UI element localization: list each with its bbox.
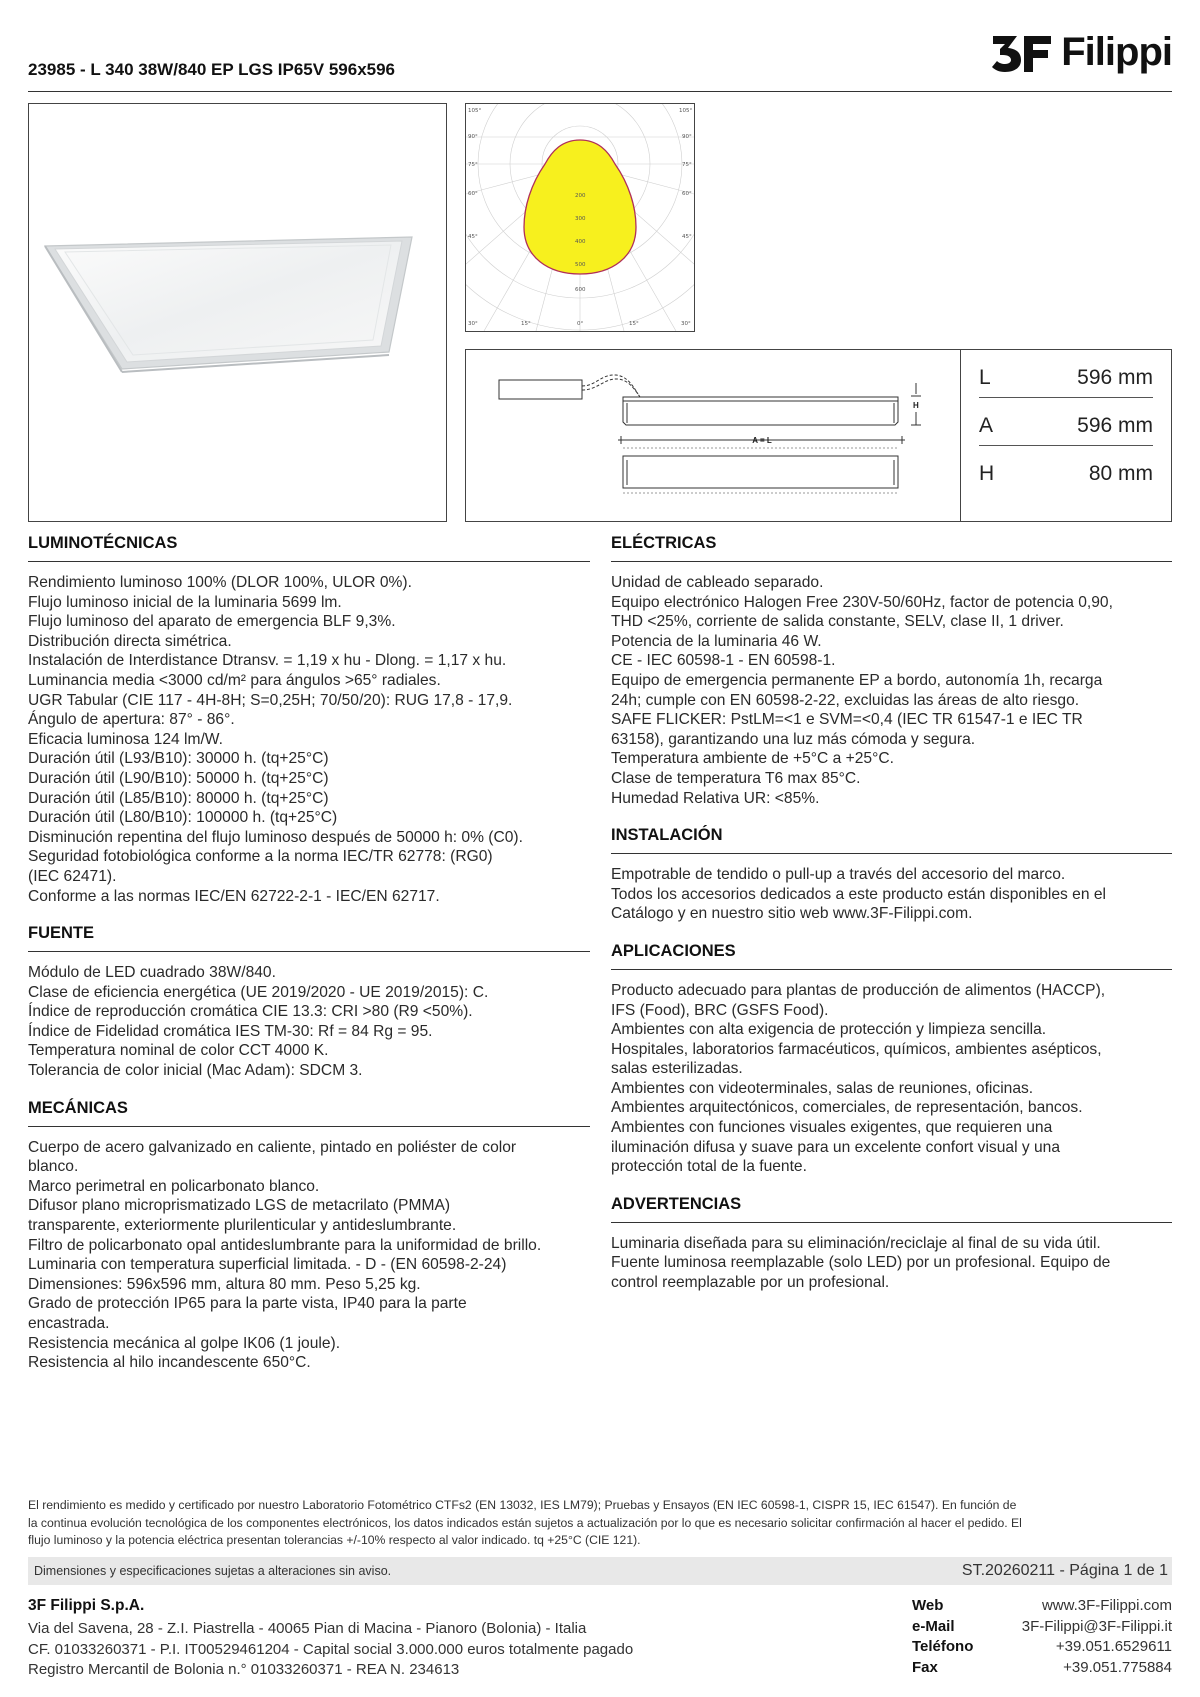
contact-row-fax	[912, 1659, 1172, 1680]
company-address-line: Via del Savena, 28 - Z.I. Piastrella - 40065 Pian di Macina - Pianoro (Bolonia) - Italia	[28, 1620, 587, 1637]
certification-footnote	[28, 1497, 1172, 1550]
spec-line: Ángulo de apertura: 87° - 86°.	[28, 711, 235, 729]
spec-line: Flujo luminoso inicial de la luminaria 5699 lm.	[28, 593, 342, 611]
spec-line: Índice de reproducción cromática CIE 13.3: CRI >80 (R9 <50%).	[28, 1003, 473, 1021]
spec-line: Conforme a las normas IEC/EN 62722-2-1 - IEC/EN 62717.	[28, 887, 440, 905]
polar-angle-label: 45°	[682, 234, 692, 240]
contact-row-telefono	[912, 1638, 1172, 1659]
spec-line: Distribución directa simétrica.	[28, 632, 232, 650]
footnote-line: la continua evolución tecnológica de los componentes electrónicos, los datos indicados están sujetos a actualización por lo que es necesario solicitar confirmación al hacer el pedido. El	[28, 1515, 1022, 1530]
spec-line: Fuente luminosa reemplazable (solo LED) por un profesional. Equipo de	[611, 1254, 1111, 1272]
spec-line: Temperatura nominal de color CCT 4000 K.	[28, 1042, 329, 1060]
dimension-row-height	[979, 454, 1153, 494]
spec-line: Marco perimetral en policarbonato blanco.	[28, 1177, 320, 1195]
contact-value[interactable]: www.3F-Filippi.com	[1041, 1597, 1172, 1614]
polar-light-distribution-diagram	[465, 103, 695, 332]
dimension-row-length	[979, 358, 1153, 398]
spec-line: UGR Tabular (CIE 117 - 4H-8H; S=0,25H; 70/50/20): RUG 17,8 - 17,9.	[28, 691, 513, 709]
dimension-value: 80 mm	[1088, 462, 1153, 485]
section-heading: INSTALACIÓN	[611, 824, 1172, 854]
section-aplicaciones	[611, 940, 1172, 1177]
dimension-label: A	[979, 413, 994, 437]
polar-angle-label: 0°	[577, 321, 584, 327]
polar-ring-label: 400	[575, 239, 586, 245]
spec-line: Duración útil (L90/B10): 50000 h. (tq+25°C)	[28, 769, 329, 787]
spec-line: Catálogo y en nuestro sitio web www.3F-Filippi.com.	[611, 905, 973, 923]
spec-line: Difusor plano microprismatizado LGS de metacrilato (PMMA)	[28, 1197, 451, 1215]
spec-line: encastrada.	[28, 1315, 110, 1332]
spec-line: Ambientes con alta exigencia de protección y limpieza sencilla.	[611, 1021, 1047, 1039]
polar-angle-label: 30°	[468, 321, 478, 327]
spec-line: Humedad Relativa UR: <85%.	[611, 789, 820, 807]
section-body	[28, 1127, 590, 1373]
spec-line: CE - IEC 60598-1 - EN 60598-1.	[611, 652, 836, 670]
spec-line: Seguridad fotobiológica conforme a la norma IEC/TR 62778: (RG0)	[28, 848, 493, 866]
disclaimer-text: Dimensiones y especificaciones sujetas a alteraciones sin aviso.	[34, 1564, 392, 1578]
section-heading: FUENTE	[28, 922, 590, 952]
spec-line: Resistencia al hilo incandescente 650°C.	[28, 1354, 311, 1372]
spec-line: Dimensiones: 596x596 mm, altura 80 mm. Peso 5,25 kg.	[28, 1275, 421, 1293]
section-instalacion	[611, 824, 1172, 924]
spec-line: Duración útil (L80/B10): 100000 h. (tq+25°C)	[28, 809, 338, 827]
spec-line: 24h; cumple con EN 60598-2-22, excluidas las áreas de alto riesgo.	[611, 691, 1080, 709]
polar-angle-label: 60°	[468, 191, 478, 197]
product-photo	[28, 103, 447, 522]
polar-ring-label: 500	[575, 262, 586, 268]
driver-box	[499, 380, 582, 399]
footnote-line: El rendimiento es medido y certificado por nuestro Laboratorio Fotométrico CTFs2 (EN 13032, IES LM79); Pruebas y Ensayos (EN IEC 60598-1, CISPR 15, IEC 61547). En función de	[28, 1498, 1017, 1512]
spec-line: Ambientes con funciones visuales exigentes, que requieren una	[611, 1119, 1053, 1137]
spec-line: Equipo electrónico Halogen Free 230V-50/60Hz, factor de potencia 0,90,	[611, 593, 1113, 611]
section-body	[611, 562, 1172, 808]
dimension-row-width	[979, 406, 1153, 446]
spec-line: Filtro de policarbonato opal antideslumbrante para la uniformidad de brillo.	[28, 1236, 542, 1254]
spec-column-left	[28, 532, 590, 1389]
spec-line: Clase de temperatura T6 max 85°C.	[611, 769, 861, 787]
spec-line: Ambientes con videoterminales, salas de reuniones, oficinas.	[611, 1079, 1034, 1097]
dimension-value: 596 mm	[1077, 413, 1153, 437]
dimension-label: L	[979, 365, 991, 389]
contact-row-e-mail	[912, 1618, 1172, 1639]
section-body	[28, 562, 590, 906]
footnote-line: flujo luminoso y la potencia eléctrica presentan tolerancias +/-10% respecto al valor indicado. tq +25°C (CIE 121).	[28, 1533, 641, 1548]
spec-line: Producto adecuado para plantas de producción de alimentos (HACCP),	[611, 981, 1106, 999]
spec-column-right	[611, 532, 1172, 1309]
company-info	[28, 1597, 848, 1681]
spec-line: Disminución repentina del flujo luminoso después de 50000 h: 0% (C0).	[28, 828, 523, 846]
spec-line: Flujo luminoso del aparato de emergencia BLF 9,3%.	[28, 613, 396, 631]
spec-line: transparente, exteriormente plurilenticular y antideslumbrante.	[28, 1217, 457, 1235]
polar-ring-label: 600	[575, 287, 586, 293]
spec-line: Luminancia media <3000 cd/m² para ángulos >65° radiales.	[28, 671, 441, 689]
document-code: ST.20260211 - Página 1 de 1	[961, 1562, 1168, 1579]
spec-line: Índice de Fidelidad cromática IES TM-30: Rf = 84 Rg = 95.	[28, 1022, 433, 1040]
polar-angle-label: 15°	[521, 321, 531, 327]
spec-line: THD <25%, corriente de salida constante, SELV, clase II, 1 driver.	[611, 613, 1064, 631]
section-heading: ELÉCTRICAS	[611, 532, 1172, 562]
section-fuente	[28, 922, 590, 1081]
width-dimension-label: A = L	[752, 436, 772, 445]
spec-line: Grado de protección IP65 para la parte vista, IP40 para la parte	[28, 1295, 467, 1313]
polar-angle-label: 105°	[468, 108, 482, 114]
polar-angle-label: 105°	[679, 108, 693, 114]
polar-ring-label: 300	[575, 216, 586, 222]
polar-curve-svg	[466, 104, 694, 331]
logo-3f-mark	[991, 32, 1053, 74]
spec-line: Instalación de Interdistance Dtransv. = 1,19 x hu - Dlong. = 1,17 x hu.	[28, 652, 507, 670]
spec-line: Duración útil (L85/B10): 80000 h. (tq+25°C)	[28, 789, 329, 807]
spec-line: salas esterilizadas.	[611, 1060, 743, 1078]
section-luminotecnicas	[28, 532, 590, 906]
spec-line: IFS (Food), BRC (GSFS Food).	[611, 1001, 829, 1019]
section-body	[611, 1223, 1172, 1293]
dimension-value: 596 mm	[1077, 365, 1153, 389]
section-body	[611, 970, 1172, 1177]
polar-angle-label: 75°	[682, 162, 692, 168]
section-advertencias	[611, 1193, 1172, 1293]
spec-line: Ambientes arquitectónicos, comerciales, de representación, bancos.	[611, 1099, 1083, 1117]
logo-wordmark: Filippi	[1061, 30, 1172, 74]
brand-logo	[991, 30, 1172, 75]
polar-angle-label: 45°	[468, 234, 478, 240]
company-address-line: Registro Mercantil de Bolonia n.° 01033260371 - REA N. 234613	[28, 1661, 460, 1678]
section-heading: ADVERTENCIAS	[611, 1193, 1172, 1223]
spec-line: Duración útil (L93/B10): 30000 h. (tq+25°C)	[28, 750, 329, 768]
spec-line: Rendimiento luminoso 100% (DLOR 100%, ULOR 0%).	[28, 574, 412, 591]
company-address-line: CF. 01033260371 - P.I. IT00529461204 - Capital social 3.000.000 euros totalmente pagado	[28, 1640, 634, 1658]
contact-label: Teléfono	[912, 1638, 974, 1655]
luminaire-panel-illustration	[29, 104, 446, 521]
section-mecanicas	[28, 1097, 590, 1373]
spec-line: Hospitales, laboratorios farmacéuticos, químicos, ambientes asépticos,	[611, 1040, 1102, 1058]
spec-line: 63158), garantizando una luz más cómoda y segura.	[611, 730, 976, 748]
polar-ring-label: 200	[575, 193, 586, 199]
header-divider	[28, 91, 1172, 92]
spec-line: protección total de la fuente.	[611, 1158, 807, 1176]
contact-label: e-Mail	[912, 1617, 955, 1635]
spec-line: Tolerancia de color inicial (Mac Adam): SDCM 3.	[28, 1062, 363, 1080]
intensity-curve	[524, 140, 636, 274]
contact-row-web	[912, 1597, 1172, 1618]
spec-line: control reemplazable por un profesional.	[611, 1274, 890, 1292]
height-dimension-label: H	[913, 401, 919, 410]
spec-line: Luminaria diseñada para su eliminación/reciclaje al final de su vida útil.	[611, 1234, 1101, 1252]
polar-angle-label: 75°	[468, 162, 478, 168]
contact-label: Fax	[912, 1658, 938, 1676]
dimensions-panel	[465, 349, 1172, 522]
section-body	[611, 854, 1172, 924]
contact-value: +39.051.6529611	[1055, 1638, 1172, 1655]
spec-line: Todos los accesorios dedicados a este producto están disponibles en el	[611, 885, 1106, 903]
polar-angle-label: 60°	[682, 191, 692, 197]
spec-line: Luminaria con temperatura superficial limitada. - D - (EN 60598-2-24)	[28, 1256, 507, 1274]
spec-line: Módulo de LED cuadrado 38W/840.	[28, 964, 276, 982]
spec-line: blanco.	[28, 1158, 79, 1176]
polar-angle-label: 30°	[681, 321, 691, 327]
section-body	[28, 952, 590, 1081]
spec-line: Potencia de la luminaria 46 W.	[611, 632, 822, 650]
section-heading: APLICACIONES	[611, 940, 1172, 970]
spec-line: Unidad de cableado separado.	[611, 574, 824, 591]
spec-line: Equipo de emergencia permanente EP a bordo, autonomía 1h, recarga	[611, 671, 1103, 689]
status-bar	[28, 1557, 1172, 1585]
polar-angle-label: 90°	[682, 134, 692, 140]
contact-info	[912, 1597, 1172, 1679]
spec-line: iluminación difusa y suave para un excelente confort visual y una	[611, 1138, 1061, 1156]
spec-line: Temperatura ambiente de +5°C a +25°C.	[611, 750, 894, 768]
polar-angle-label: 90°	[468, 134, 478, 140]
contact-value: +39.051.775884	[1063, 1658, 1172, 1676]
section-heading: MECÁNICAS	[28, 1097, 590, 1127]
dimensions-table	[961, 350, 1171, 521]
company-name: 3F Filippi S.p.A.	[28, 1597, 145, 1614]
dimension-label: H	[979, 462, 995, 485]
spec-line: Empotrable de tendido o pull-up a través del accesorio del marco.	[611, 866, 1066, 884]
technical-drawing	[466, 350, 960, 521]
spec-line: Cuerpo de acero galvanizado en caliente, pintado en poliéster de color	[28, 1138, 517, 1156]
polar-angle-label: 15°	[629, 321, 639, 327]
section-heading: LUMINOTÉCNICAS	[28, 532, 590, 562]
contact-label: Web	[912, 1597, 944, 1614]
spec-line: SAFE FLICKER: PstLM=<1 e SVM=<0,4 (IEC TR 61547-1 e IEC TR	[611, 711, 1083, 729]
spec-line: Eficacia luminosa 124 lm/W.	[28, 730, 223, 748]
spec-line: (IEC 62471).	[28, 867, 117, 885]
spec-line: Resistencia mecánica al golpe IK06 (1 joule).	[28, 1334, 341, 1352]
product-title: 23985 - L 340 38W/840 EP LGS IP65V 596x596	[28, 60, 396, 79]
section-electricas	[611, 532, 1172, 808]
contact-value[interactable]: 3F-Filippi@3F-Filippi.it	[1021, 1617, 1172, 1635]
spec-line: Clase de eficiencia energética (UE 2019/2020 - UE 2019/2015): C.	[28, 983, 489, 1001]
